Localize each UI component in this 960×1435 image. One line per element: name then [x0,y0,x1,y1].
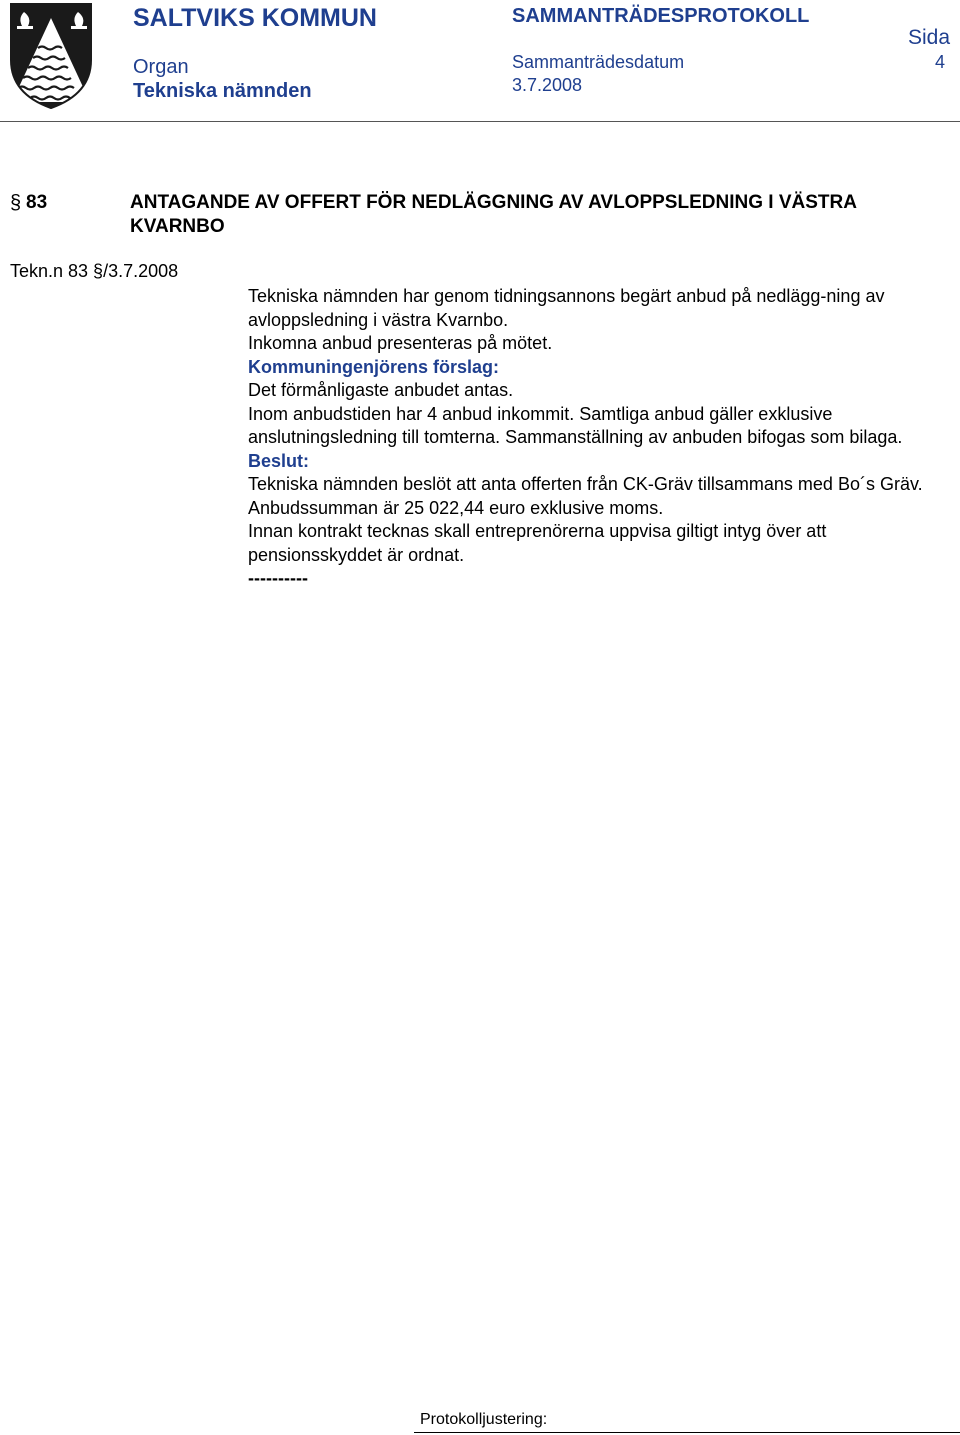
paragraph-pension-certificate: Innan kontrakt tecknas skall entreprenörerna uppvisa giltigt intyg över att pensionsskyddet är ordnat. [248,521,827,565]
paragraph-call-for-tenders: Tekniska nämnden har genom tidningsannons begärt anbud på nedlägg-ning av avloppsledning i västra Kvarnbo. [248,286,885,330]
section-number: 83 [26,192,48,213]
paragraph-tenders-presented: Inkomna anbud presenteras på mötet. [248,333,553,353]
page-number: 4 [935,52,946,72]
decision-text: Tekniska nämnden beslöt att anta offerten från CK-Gräv tillsammans med Bo´s Gräv. Anbudssumman är 25 022,44 euro exklusive moms. [248,474,923,518]
header-divider [0,121,960,122]
decision-heading: Beslut: [248,450,310,471]
paragraph-tender-details: Inom anbudstiden har 4 anbud inkommit. Samtliga anbud gäller exklusive anslutningsledning till tomterna. Sammanställning av anbuden bifogas som bilaga. [248,403,903,447]
minutes-body [248,285,948,591]
proposal-heading: Kommuningenjörens förslag: [248,356,500,377]
municipality-name: SALTVIKS KOMMUN [133,4,377,32]
page-label: Sida [908,26,951,49]
section-sign: § [10,192,22,214]
coat-of-arms-icon [8,2,94,110]
end-marker: ---------- [248,568,308,588]
signature-line [414,1432,960,1433]
proposal-text: Det förmånligaste anbudet antas. [248,380,514,400]
meeting-date-label: Sammanträdesdatum [512,52,685,72]
document-type: SAMMANTRÄDESPROTOKOLL [512,5,810,27]
organ-label: Organ [133,56,189,78]
minutes-verification-label: Protokolljustering: [420,1411,548,1428]
section-title: ANTAGANDE AV OFFERT FÖR NEDLÄGGNING AV AVLOPPSLEDNING I VÄSTRA KVARNBO [130,192,857,237]
meeting-date-value: 3.7.2008 [512,75,583,95]
organ-value: Tekniska nämnden [133,80,312,102]
section-reference: Tekn.n 83 §/3.7.2008 [10,261,179,281]
